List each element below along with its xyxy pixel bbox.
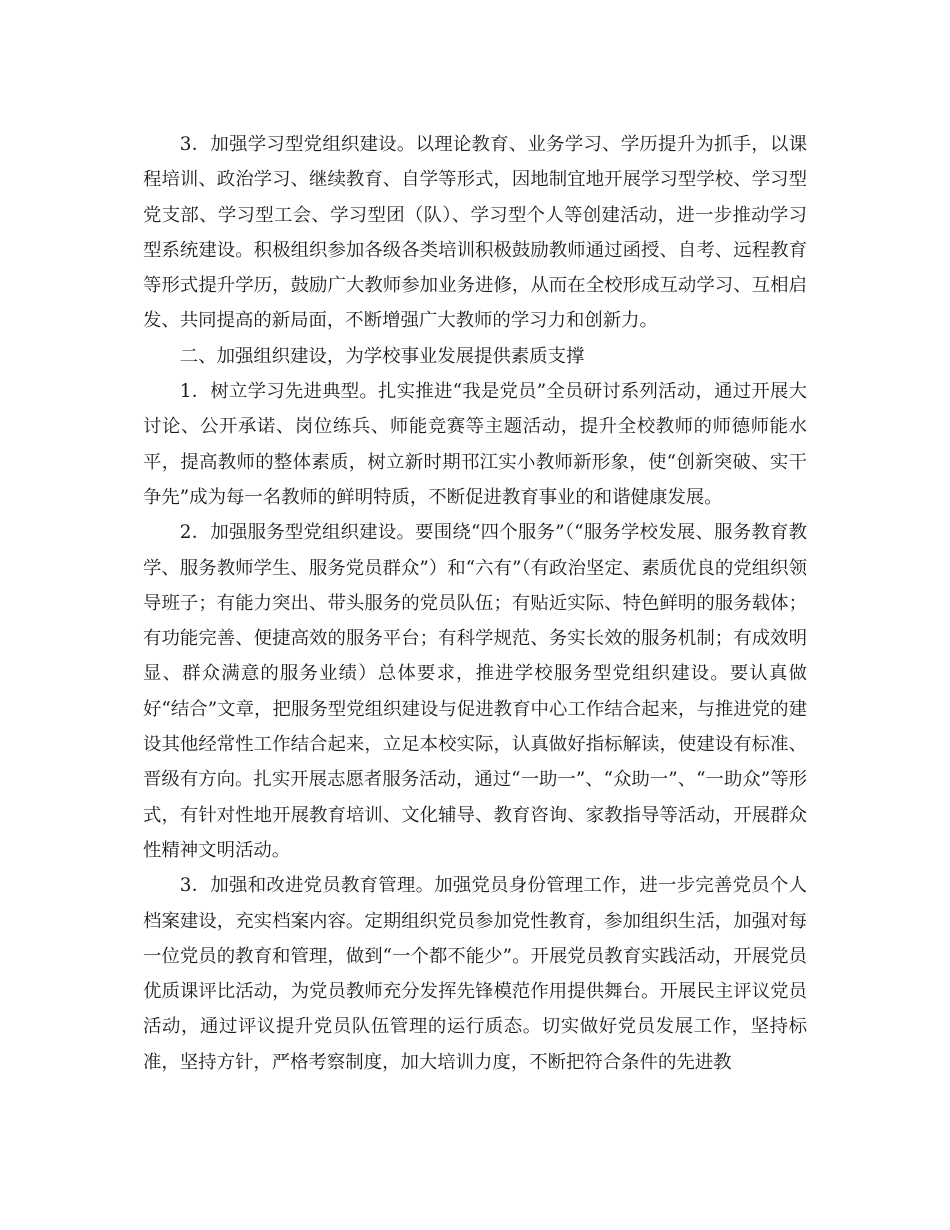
document-body [143, 127, 807, 1080]
paragraph-service-organization: 2．加强服务型党组织建设。要围绕“四个服务”（“服务学校发展、服务教育教学、服务教师学生、服务党员群众”）和“六有”（有政治坚定、素质优良的党组织领导班子；有能力突出、带头服务的党员队伍；有贴近实际、特色鲜明的服务载体；有功能完善、便捷高效的服务平台；有科学规范、务实长效的服务机制；有成效明显、群众满意的服务业绩）总体要求，推进学校服务型党组织建设。要认真做好“结合”文章，把服务型党组织建设与促进教育中心工作结合起来，与推进党的建设其他经常性工作结合起来，立足本校实际，认真做好指标解读，使建设有标准、晋级有方向。扎实开展志愿者服务活动，通过“一助一”、“众助一”、“一助众”等形式，有针对性地开展教育培训、文化辅导、教育咨询、家教指导等活动，开展群众性精神文明活动。 [143, 522, 807, 861]
paragraph-learning-organization: 3．加强学习型党组织建设。以理论教育、业务学习、学历提升为抓手，以课程培训、政治学习、继续教育、自学等形式，因地制宜地开展学习型学校、学习型党支部、学习型工会、学习型团（队）、学习型个人等创建活动，进一步推动学习型系统建设。积极组织参加各级各类培训积极鼓励教师通过函授、自考、远程教育等形式提升学历，鼓励广大教师参加业务进修，从而在全校形成互动学习、互相启发、共同提高的新局面，不断增强广大教师的学习力和创新力。 [143, 134, 807, 332]
section-heading-organization-building: 二、加强组织建设，为学校事业发展提供素质支撑 [179, 345, 585, 367]
paragraph-member-education: 3．加强和改进党员教育管理。加强党员身份管理工作，进一步完善党员个人档案建设，充实档案内容。定期组织党员参加党性教育，参加组织生活，加强对每一位党员的教育和管理，做到“一个都不能少”。开展党员教育实践活动，开展党员优质课评比活动，为党员教师充分发挥先锋模范作用提供舞台。开展民主评议党员活动，通过评议提升党员队伍管理的运行质态。切实做好党员发展工作，坚持标准，坚持方针，严格考察制度，加大培训力度，不断把符合条件的先进教 [143, 875, 807, 1073]
paragraph-advanced-models: 1．树立学习先进典型。扎实推进“我是党员”全员研讨系列活动，通过开展大讨论、公开承诺、岗位练兵、师能竞赛等主题活动，提升全校教师的师德师能水平，提高教师的整体素质，树立新时期邗江实小教师新形象，使“创新突破、实干争先”成为每一名教师的鲜明特质，不断促进教育事业的和谐健康发展。 [143, 381, 807, 508]
